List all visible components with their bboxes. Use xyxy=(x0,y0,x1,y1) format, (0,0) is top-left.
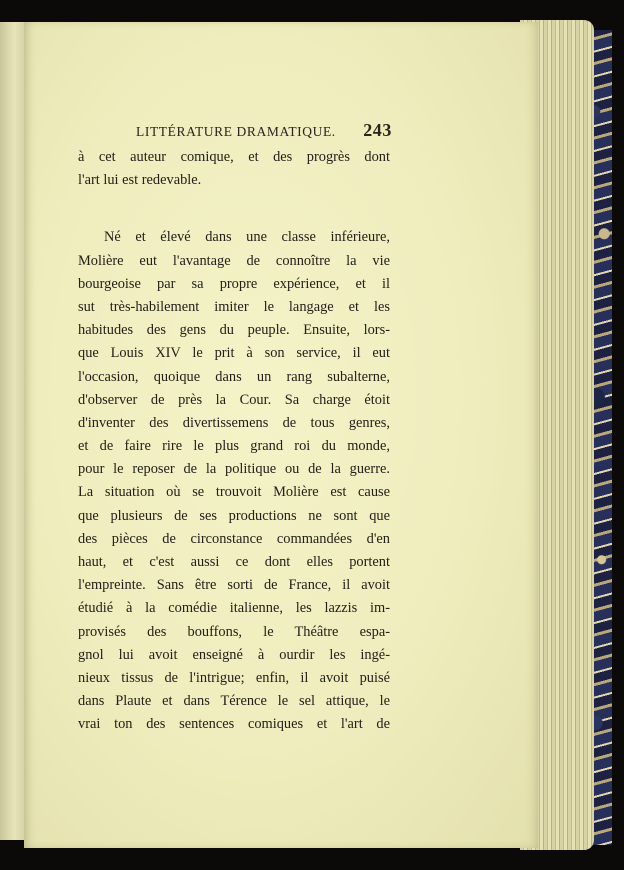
text-line: des pièces de circonstance commandées d'en xyxy=(78,530,390,547)
text-line: dans Plaute et dans Térence le sel attique, le xyxy=(78,693,390,710)
text-line: haut, et c'est aussi ce dont elles portent xyxy=(78,554,390,570)
running-header xyxy=(136,120,392,142)
text-line: Né et élevé dans une classe inférieure, xyxy=(104,229,390,246)
text-line: Molière eut l'avantage de connoître la vie xyxy=(78,252,390,269)
text-line: étudié à la comédie italienne, les lazzis im- xyxy=(78,600,390,617)
text-line: d'inventer des divertissemens de tous genres, xyxy=(78,414,390,431)
text-line: l'occasion, quoique dans un rang subalterne, xyxy=(78,368,390,385)
text-line: à cet auteur comique, et des progrès dont xyxy=(78,149,390,165)
body-text xyxy=(78,146,390,737)
page-number: 243 xyxy=(363,120,392,140)
text-line: gnol lui avoit enseigné à ourdir les ingé- xyxy=(78,646,390,663)
text-line: habitudes des gens du peuple. Ensuite, lors- xyxy=(78,322,390,339)
text-line: La situation où se trouvoit Molière est cause xyxy=(78,484,390,501)
text-line: d'observer de près la Cour. Sa charge étoit xyxy=(78,391,390,408)
text-line: que Louis XIV le prit à son service, il eut xyxy=(78,345,390,362)
text-line: provisés des bouffons, le Théâtre espa- xyxy=(78,623,390,640)
text-line: l'art lui est redevable. xyxy=(78,172,202,189)
paragraph-1 xyxy=(78,146,390,192)
text-line: sut très-habilement imiter le langage et les xyxy=(78,298,390,315)
text-line: que plusieurs de ses productions ne sont que xyxy=(78,507,390,524)
text-line: bourgeoise par sa propre expérience, et il xyxy=(78,275,390,292)
text-line: pour le reposer de la politique ou de la guerre. xyxy=(78,461,390,478)
paragraph-2 xyxy=(78,226,390,736)
previous-leaf xyxy=(0,22,25,840)
header-title: LITTÉRATURE DRAMATIQUE. xyxy=(136,124,336,139)
text-line: nieux tissus de l'intrigue; enfin, il avoit puisé xyxy=(78,669,390,686)
text-line: et de faire rire le plus grand roi du monde, xyxy=(78,438,390,455)
text-line: vrai ton des sentences comiques et l'art de xyxy=(78,716,390,733)
text-line: l'empreinte. Sans être sorti de France, il avoit xyxy=(78,577,390,594)
